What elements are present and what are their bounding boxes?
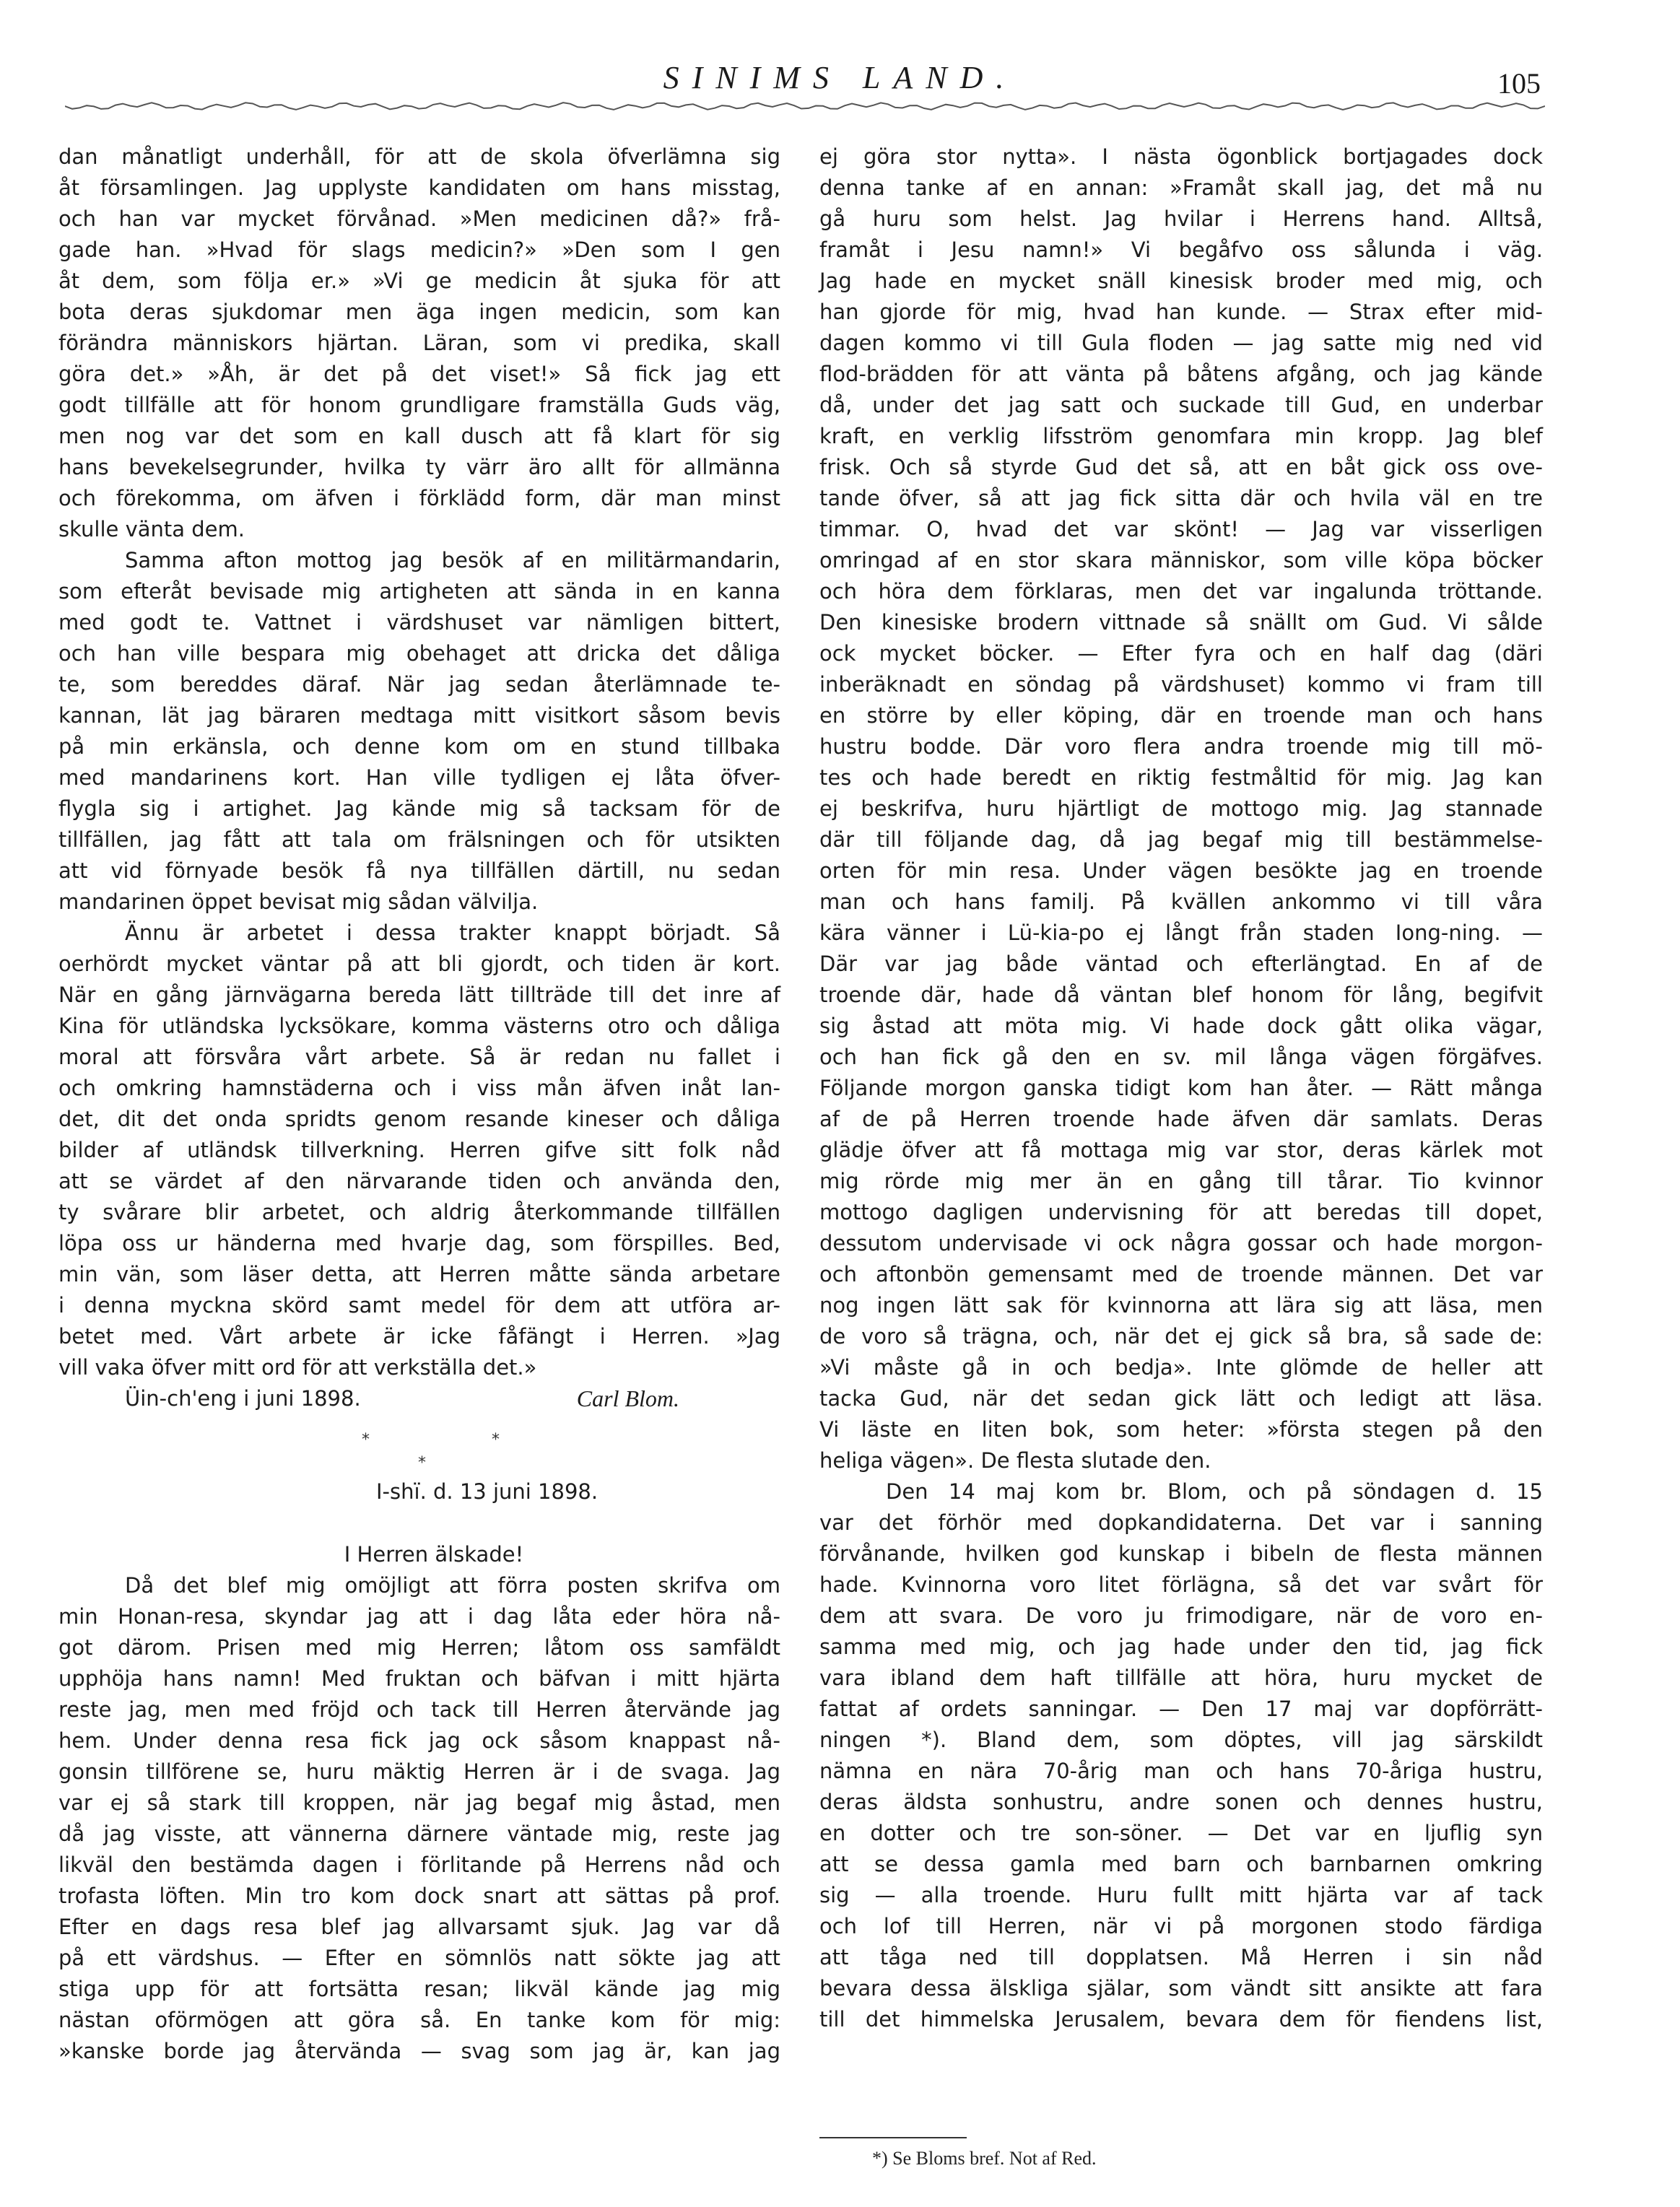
- text-line: och aftonbön gemensamt med de troende männen. Det var: [819, 1262, 1543, 1287]
- text-line: att vid förnyade besök få nya tillfällen därtill, nu sedan: [58, 858, 780, 883]
- text-line: han gjorde för mig, hvad han kunde. — Strax efter mid-: [819, 300, 1543, 324]
- text-line: skulle vänta dem.: [58, 517, 245, 541]
- text-line: ej göra stor nytta». I nästa ögonblick bortjagades dock: [819, 144, 1543, 169]
- text-line: framåt i Jesu namn!» Vi begåfvo oss sålunda i väg.: [819, 238, 1543, 262]
- right-para-2: [819, 1476, 1543, 2035]
- footnote-rule: [819, 2137, 967, 2138]
- text-line: min Honan-resa, skyndar jag att i dag låta eder höra nå-: [58, 1604, 780, 1629]
- text-line: vara ibland dem haft tillfälle att höra, huru mycket de: [819, 1666, 1543, 1690]
- text-line: bota deras sjukdomar men äga ingen medicin, som kan: [58, 300, 780, 324]
- text-line: då, under det jag satt och suckade till Gud, en underbar: [819, 393, 1543, 417]
- text-line: och han var mycket förvånad. »Men medicinen då?» frå-: [58, 206, 780, 231]
- header-wavy-rule: [65, 101, 1545, 111]
- text-line: När en gång järnvägarna bereda lätt tillträde till det inre af: [58, 983, 780, 1007]
- text-line: att tåga ned till dopplatsen. Må Herren i sin nåd: [819, 1945, 1543, 1969]
- text-line: hustru bodde. Där voro flera andra troende mig till mö-: [819, 734, 1543, 759]
- text-line: nämna en nära 70-årig man och hans 70-åriga hustru,: [819, 1759, 1543, 1783]
- signature-author: Carl Blom.: [576, 1385, 679, 1411]
- text-line: moral att försvåra vårt arbete. Så är redan nu fallet i: [58, 1045, 780, 1069]
- text-line: Följande morgon ganska tidigt kom han åter. — Rätt många: [819, 1076, 1543, 1100]
- text-line: att se dessa gamla med barn och barnbarnen omkring: [819, 1852, 1543, 1876]
- running-title: SINIMS LAND.: [663, 60, 1017, 95]
- text-line: men nog var det som en kall dusch att få klart för sig: [58, 424, 780, 448]
- text-line: troende där, hade då väntan blef honom för lång, begifvit: [819, 983, 1543, 1007]
- text-line: deras äldsta sonhustru, andre sonen och dennes hustru,: [819, 1790, 1543, 1814]
- text-line: en större by eller köping, där en troende man och hans: [819, 703, 1543, 728]
- salutation: I Herren älskade!: [344, 1542, 524, 1567]
- text-line: löpa oss ur händerna med hvarje dag, som förspilles. Bed,: [58, 1231, 780, 1255]
- text-line: Den kinesiske brodern vittnade så snällt om Gud. Vi sålde: [819, 610, 1543, 635]
- text-line: var det förhör med dopkandidaterna. Det var i sanning: [819, 1510, 1543, 1535]
- text-line: Den 14 maj kom br. Blom, och på söndagen d. 15: [886, 1479, 1543, 1504]
- text-line: nästan oförmögen att göra så. En tanke kom för mig:: [58, 2008, 780, 2032]
- text-line: denna tanke af en annan: »Framåt skall jag, det må nu: [819, 175, 1543, 200]
- footnote: *) Se Bloms bref. Not af Red.: [872, 2148, 1097, 2169]
- text-line: orten för min resa. Under vägen besökte jag en troende: [819, 858, 1543, 883]
- text-line: Då det blef mig omöjligt att förra posten skrifva om: [125, 1573, 780, 1598]
- text-line: nog ingen lätt sak för kvinnorna att lära sig att läsa, men: [819, 1293, 1543, 1318]
- signature-place: Üin-ch'eng i juni 1898.: [125, 1386, 361, 1411]
- text-line: Ännu är arbetet i dessa trakter knappt börjadt. Så: [125, 920, 780, 945]
- text-line: och förekomma, om äfven i förklädd form, där man minst: [58, 486, 780, 510]
- text-line: timmar. O, hvad det var skönt! — Jag var visserligen: [819, 517, 1543, 541]
- text-line: mandarinen öppet bevisat mig sådan välvilja.: [58, 889, 539, 914]
- text-line: ty svårare blir arbetet, och aldrig återkommande tillfällen: [58, 1200, 780, 1224]
- text-line: till det himmelska Jerusalem, bevara dem för fiendens list,: [819, 2007, 1543, 2032]
- left-column: [58, 142, 780, 2067]
- text-line: inberäknadt en söndag på värdshuset) kommo vi fram till: [819, 672, 1543, 697]
- left-para-4: [58, 1570, 780, 2067]
- text-line: min vän, som läser detta, att Herren måtte sända arbetare: [58, 1262, 780, 1287]
- text-line: vill vaka öfver mitt ord för att verkställa det.»: [58, 1355, 537, 1380]
- text-line: glädje öfver att få mottaga mig var stor, deras kärlek mot: [819, 1138, 1543, 1162]
- text-line: tacka Gud, när det sedan gick lätt och ledigt att läsa.: [819, 1386, 1543, 1411]
- text-line: ej beskrifva, huru hjärtligt de mottogo mig. Jag stannade: [819, 796, 1543, 821]
- text-line: reste jag, men med fröjd och tack till Herren återvände jag: [58, 1697, 780, 1722]
- text-line: kära vänner i Lü-kia-po ej långt från staden Iong-ning. —: [819, 920, 1543, 945]
- divider-star: *: [362, 1431, 370, 1449]
- text-line: åt församlingen. Jag upplyste kandidaten om hans misstag,: [58, 175, 780, 200]
- text-line: åt dem, som följa er.» »Vi ge medicin åt sjuka för att: [58, 269, 780, 293]
- text-line: göra det.» »Åh, är det på det viset!» Så fick jag ett: [58, 362, 780, 386]
- text-line: betet med. Vårt arbete är icke fåfängt i Herren. »Jag: [58, 1324, 780, 1349]
- page-number: 105: [1497, 67, 1541, 100]
- text-line: i denna myckna skörd samt medel för dem att utföra ar-: [58, 1293, 780, 1318]
- text-line: fattat af ordets sanningar. — Den 17 maj var dopförrätt-: [819, 1697, 1543, 1721]
- text-line: man och hans familj. På kvällen ankommo vi till våra: [819, 889, 1543, 914]
- text-line: att se värdet af den närvarande tiden och använda den,: [58, 1169, 780, 1193]
- text-line: omringad af en stor skara människor, som ville köpa böcker: [819, 548, 1543, 573]
- text-line: gå huru som helst. Jag hvilar i Herrens hand. Alltså,: [819, 206, 1543, 231]
- text-line: och han ville bespara mig obehaget att dricka det dåliga: [58, 641, 780, 666]
- text-line: med godt te. Vattnet i värdshuset var nämligen bittert,: [58, 610, 780, 635]
- divider-star: *: [492, 1431, 500, 1449]
- text-line: oerhördt mycket väntar på att bli gjordt, och tiden är kort.: [58, 952, 780, 976]
- text-line: »kanske borde jag återvända — svag som jag är, kan jag: [58, 2039, 780, 2063]
- text-line: med mandarinens kort. Han ville tydligen ej låta öfver-: [58, 765, 780, 790]
- text-line: de voro så trägna, och, när det ej gick så bra, så sade de:: [819, 1324, 1543, 1349]
- text-line: förvånande, hvilken god kunskap i bibeln de flesta männen: [819, 1541, 1543, 1566]
- text-line: bevara dessa älskliga själar, som vändt sitt ansikte att fara: [819, 1976, 1543, 2001]
- text-line: sig — alla troende. Huru fullt mitt hjärta var af tack: [819, 1883, 1543, 1907]
- text-line: heliga vägen». De flesta slutade den.: [819, 1448, 1211, 1473]
- text-line: stiga upp för att fortsätta resan; likväl kände jag mig: [58, 1977, 780, 2001]
- text-line: te, som bereddes däraf. När jag sedan återlämnade te-: [58, 672, 780, 697]
- text-line: dem att svara. De voro ju frimodigare, när de voro en-: [819, 1603, 1543, 1628]
- text-line: flygla sig i artighet. Jag kände mig så tacksam för de: [58, 796, 780, 821]
- text-line: det, dit det onda spridts genom resande kineser och dåliga: [58, 1107, 780, 1131]
- divider-star: *: [418, 1454, 426, 1472]
- text-line: upphöja hans namn! Med fruktan och bäfvan i mitt hjärta: [58, 1666, 780, 1691]
- text-line: Jag hade en mycket snäll kinesisk broder med mig, och: [819, 269, 1543, 293]
- text-line: gade han. »Hvad för slags medicin?» »Den som I gen: [58, 238, 780, 262]
- text-line: som efteråt bevisade mig artigheten att sända in en kanna: [58, 579, 780, 604]
- text-line: dagen kommo vi till Gula floden — jag satte mig ned vid: [819, 331, 1543, 355]
- text-line: »Vi måste gå in och bedja». Inte glömde de heller att: [819, 1355, 1543, 1380]
- text-line: tillfällen, jag fått att tala om frälsningen och för utsikten: [58, 827, 780, 852]
- left-para-1: [58, 142, 780, 545]
- text-line: tes och hade beredt en riktig festmåltid för mig. Jag kan: [819, 765, 1543, 790]
- text-line: bilder af utländsk tillverkning. Herren gifve sitt folk nåd: [58, 1138, 780, 1162]
- text-line: Vi läste en liten bok, som heter: »första stegen på den: [819, 1417, 1543, 1442]
- text-line: förändra människors hjärtan. Läran, som vi predika, skall: [58, 331, 780, 355]
- text-line: samma med mig, och jag hade under den tid, jag fick: [819, 1634, 1543, 1659]
- text-line: ningen *). Bland dem, som döptes, vill jag särskildt: [819, 1728, 1543, 1752]
- text-line: af de på Herren troende hade äfven där samlats. Deras: [819, 1107, 1543, 1131]
- text-line: sig åstad att möta mig. Vi hade dock gått olika vägar,: [819, 1014, 1543, 1038]
- right-column: [819, 142, 1543, 2035]
- text-line: mottogo dagligen undervisning för att beredas till dopet,: [819, 1200, 1543, 1224]
- text-line: trofasta löften. Min tro kom dock snart att sättas på prof.: [58, 1884, 780, 1908]
- text-line: got därom. Prisen med mig Herren; låtom oss samfäldt: [58, 1635, 780, 1660]
- text-line: kraft, en verklig lifsström genomfara min kropp. Jag blef: [819, 424, 1543, 448]
- text-line: Där var jag både väntad och efterlängtad. En af de: [819, 952, 1543, 976]
- signature-line: [58, 1383, 780, 1414]
- text-line: mig rörde mig mer än en gång till tårar. Tio kvinnor: [819, 1169, 1543, 1193]
- text-line: gonsin tillförene se, huru mäktig Herren är i de svaga. Jag: [58, 1759, 780, 1784]
- text-line: var ej så stark till kroppen, när jag begaf mig åstad, men: [58, 1790, 780, 1815]
- text-line: flod-brädden för att vänta på båtens afgång, och jag kände: [819, 362, 1543, 386]
- right-para-1: [819, 142, 1543, 1476]
- text-line: och han fick gå den en sv. mil långa vägen förgäfves.: [819, 1045, 1543, 1069]
- text-line: Kina för utländska lycksökare, komma västerns otro och dåliga: [58, 1014, 780, 1038]
- left-para-3: [58, 918, 780, 1383]
- text-line: en dotter och tre son-söner. — Det var en ljuflig syn: [819, 1821, 1543, 1845]
- text-line: hans bevekelsegrunder, hvilka ty värr äro allt för allmänna: [58, 455, 780, 479]
- text-line: och omkring hamnstäderna och i viss mån äfven inåt lan-: [58, 1076, 780, 1100]
- text-line: dan månatligt underhåll, för att de skola öfverlämna sig: [58, 144, 780, 169]
- text-line: där till följande dag, då jag begaf mig till bestämmelse-: [819, 827, 1543, 852]
- text-line: hem. Under denna resa fick jag ock såsom knappast nå-: [58, 1728, 780, 1753]
- text-line: Efter en dags resa blef jag allvarsamt sjuk. Jag var då: [58, 1915, 780, 1939]
- text-line: tande öfver, så att jag fick sitta där och hvila väl en tre: [819, 486, 1543, 510]
- text-line: på ett värdshus. — Efter en sömnlös natt sökte jag att: [58, 1946, 780, 1970]
- text-line: ock mycket böcker. — Efter fyra och en half dag (däri: [819, 641, 1543, 666]
- text-line: hade. Kvinnorna voro litet förlägna, så det var svårt för: [819, 1572, 1543, 1597]
- text-line: kannan, lät jag bäraren medtaga mitt visitkort såsom bevis: [58, 703, 780, 728]
- text-line: då jag visste, att vännerna därnere väntade mig, reste jag: [58, 1821, 780, 1846]
- dateline: I-shï. d. 13 juni 1898.: [376, 1479, 599, 1504]
- text-line: och lof till Herren, när vi på morgonen stodo färdiga: [819, 1914, 1543, 1938]
- text-line: på min erkänsla, och denne kom om en stund tillbaka: [58, 734, 780, 759]
- text-line: och höra dem förklaras, men det var ingalunda tröttande.: [819, 579, 1543, 604]
- text-line: likväl den bestämda dagen i förlitande på Herrens nåd och: [58, 1853, 780, 1877]
- text-line: Samma afton mottog jag besök af en militärmandarin,: [125, 548, 780, 573]
- text-line: godt tillfälle att för honom grundligare framställa Guds väg,: [58, 393, 780, 417]
- text-line: frisk. Och så styrde Gud det så, att en båt gick oss ove-: [819, 455, 1543, 479]
- left-para-2: [58, 545, 780, 918]
- section-divider-stars: [58, 1414, 780, 1476]
- text-line: dessutom undervisade vi ock några gossar och hade morgon-: [819, 1231, 1543, 1255]
